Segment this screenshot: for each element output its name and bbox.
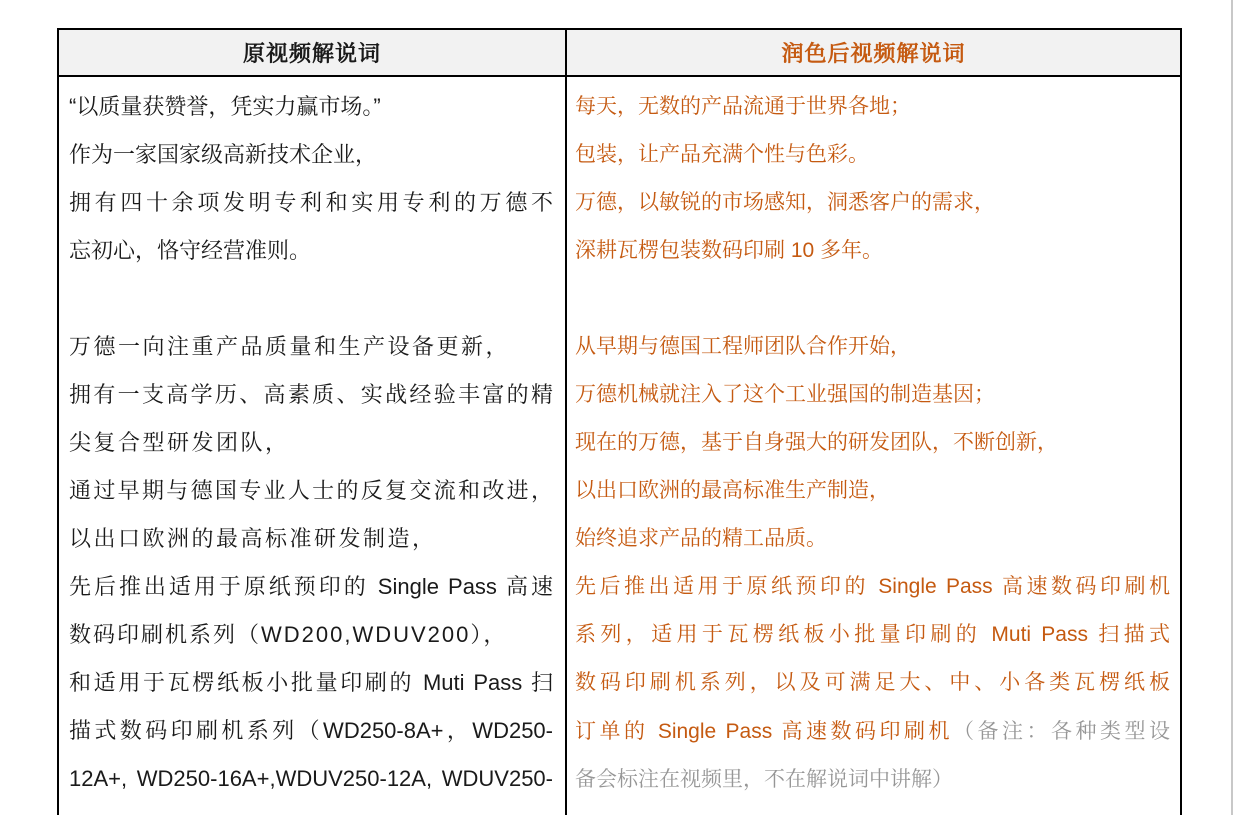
text-line	[575, 419, 1170, 467]
text-line	[69, 227, 553, 275]
text-line	[69, 83, 553, 131]
narration-text: 订单的 Single Pass 高速数码印刷机	[575, 720, 954, 743]
text-line	[575, 707, 1170, 755]
text-line	[69, 611, 553, 659]
narration-text: 拥有四十余项发明专利和实用专利的万德不	[69, 190, 553, 215]
text-line	[575, 659, 1170, 707]
text-line	[69, 131, 553, 179]
narration-text: 尖复合型研发团队，	[69, 430, 290, 455]
text-line	[575, 227, 1170, 275]
narration-text: 描式数码印刷机系列（WD250-8A+，WD250-	[69, 718, 553, 743]
text-line	[575, 611, 1170, 659]
text-line	[575, 83, 1170, 131]
header-cell-polished[interactable]	[567, 30, 1180, 75]
header-label-original: 原视频解说词	[242, 41, 381, 66]
narration-text: 从早期与德国工程师团队合作开始，	[575, 335, 911, 358]
narration-text: “以质量获赞誉，凭实力赢市场。”	[69, 94, 381, 119]
narration-text: 和适用于瓦楞纸板小批量印刷的 Muti Pass 扫	[69, 670, 553, 695]
note-text: 备会标注在视频里，不在解说词中讲解）	[575, 767, 953, 791]
text-line	[575, 179, 1170, 227]
text-line	[575, 131, 1170, 179]
polished-narration-cell[interactable]	[567, 77, 1180, 815]
narration-text: 万德，以敏锐的市场感知，洞悉客户的需求，	[575, 191, 995, 214]
narration-text: 始终追求产品的精工品质。	[575, 527, 827, 550]
text-line	[69, 707, 553, 755]
text-line	[69, 419, 553, 467]
narration-text: 系列，适用于瓦楞纸板小批量印刷的 Muti Pass 扫描式	[575, 623, 1170, 646]
text-line	[69, 563, 553, 611]
header-cell-original[interactable]	[59, 30, 567, 75]
text-line	[575, 755, 1170, 803]
original-narration-cell[interactable]	[59, 77, 567, 815]
text-line	[69, 371, 553, 419]
narration-text: 先后推出适用于原纸预印的 Single Pass 高速数码印刷机	[575, 575, 1170, 598]
text-line	[575, 371, 1170, 419]
narration-text: 12A+, WD250-16A+,WDUV250-12A, WDUV250-	[69, 766, 553, 791]
header-label-polished: 润色后视频解说词	[781, 41, 966, 66]
text-line	[575, 323, 1170, 371]
narration-text: 数码印刷机系列（WD200,WDUV200），	[69, 622, 508, 647]
narration-text: 包装，让产品充满个性与色彩。	[575, 143, 869, 166]
narration-text: 深耕瓦楞包装数码印刷 10 多年。	[575, 239, 884, 262]
narration-text: 万德机械就注入了这个工业强国的制造基因；	[575, 383, 995, 406]
narration-text: 作为一家国家级高新技术企业，	[69, 142, 378, 167]
narration-text: 每天，无数的产品流通于世界各地；	[575, 95, 911, 118]
text-line	[69, 467, 553, 515]
narration-table	[57, 28, 1182, 815]
narration-text: 数码印刷机系列，以及可满足大、中、小各类瓦楞纸板	[575, 671, 1170, 694]
narration-text: 通过早期与德国专业人士的反复交流和改进，	[69, 478, 553, 503]
narration-text: 忘初心，恪守经营准则。	[69, 238, 312, 263]
text-line	[69, 755, 553, 803]
text-line	[575, 515, 1170, 563]
narration-text: 现在的万德，基于自身强大的研发团队，不断创新，	[575, 431, 1058, 454]
text-line	[69, 515, 553, 563]
blank-line	[69, 275, 553, 323]
text-line	[575, 467, 1170, 515]
narration-text: 万德一向注重产品质量和生产设备更新，	[69, 334, 511, 359]
text-line	[69, 323, 553, 371]
text-line	[69, 179, 553, 227]
narration-text: 以出口欧洲的最高标准研发制造，	[69, 526, 437, 551]
blank-line	[575, 275, 1170, 323]
page-edge-line	[1231, 0, 1233, 815]
narration-text: 先后推出适用于原纸预印的 Single Pass 高速	[69, 574, 553, 599]
text-line	[69, 659, 553, 707]
narration-text: 拥有一支高学历、高素质、实战经验丰富的精	[69, 382, 553, 407]
narration-text: 以出口欧洲的最高标准生产制造，	[575, 479, 890, 502]
text-line	[575, 563, 1170, 611]
table-header-row	[59, 30, 1180, 77]
table-body-row	[59, 77, 1180, 815]
note-text: （备注：各种类型设	[953, 719, 1170, 743]
